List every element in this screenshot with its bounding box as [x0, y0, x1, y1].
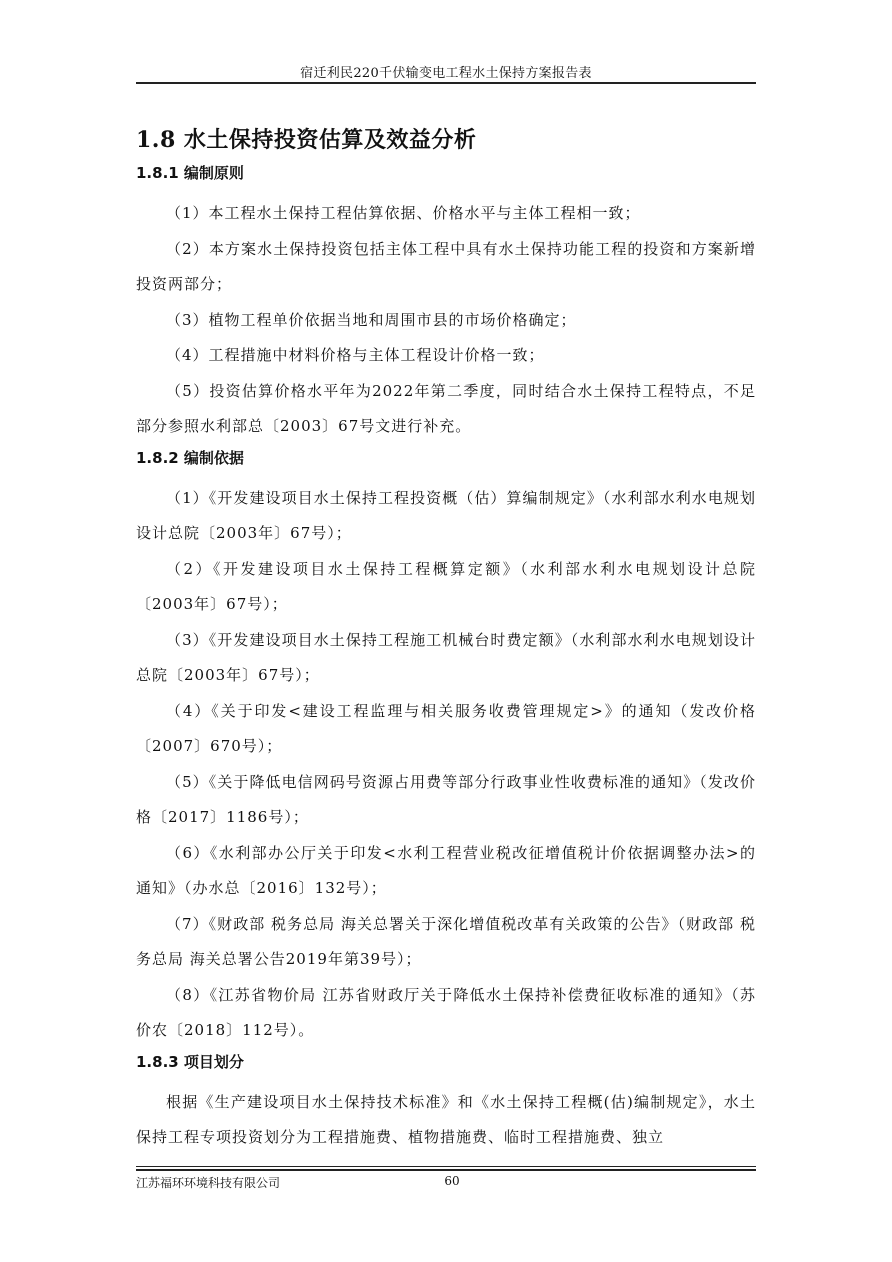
paragraph: （3）植物工程单价依据当地和周围市县的市场价格确定； — [166, 310, 577, 329]
paragraph: （8）《江苏省物价局 江苏省财政厅关于降低水土保持补偿费征收标准的通知》（苏价农〔2018〕112号）。 — [136, 985, 756, 1039]
paragraph: （1）《开发建设项目水土保持工程投资概（估）算编制规定》（水利部水利水电规划设计总院〔2003年〕67号）； — [136, 488, 756, 542]
paragraph: （5）投资估算价格水平年为2022年第二季度，同时结合水土保持工程特点，不足部分参照水利部总〔2003〕67号文进行补充。 — [136, 381, 756, 435]
section-title: 1.8 水土保持投资估算及效益分析 — [136, 127, 477, 153]
paragraph: （2）本方案水土保持投资包括主体工程中具有水土保持功能工程的投资和方案新增投资两部分； — [136, 239, 756, 293]
page-header: 宿迁利民220千伏输变电工程水土保持方案报告表 — [300, 66, 592, 81]
paragraph: （1）本工程水土保持工程估算依据、价格水平与主体工程相一致； — [166, 204, 641, 222]
paragraph: （7）《财政部 税务总局 海关总署关于深化增值税改革有关政策的公告》（财政部 税务总局 海关总署公告2019年第39号）； — [136, 914, 756, 968]
footer-rule-thick — [136, 1169, 756, 1171]
paragraph: 根据《生产建设项目水土保持技术标准》和《水土保持工程概(估)编制规定》，水土保持工程专项投资划分为工程措施费、植物措施费、临时工程措施费、独立 — [136, 1092, 756, 1146]
subsection-body-1-8-2 — [136, 481, 756, 1049]
footer-rule — [136, 1166, 756, 1167]
subsection-title-1-8-2: 1.8.2 编制依据 — [136, 448, 244, 467]
paragraph: （6）《水利部办公厅关于印发<水利工程营业税改征增值税计价依据调整办法>的通知》（办水总〔2016〕132号）； — [136, 843, 756, 897]
paragraph: （4）《关于印发<建设工程监理与相关服务收费管理规定>》的通知（发改价格〔2007〕670号）； — [136, 701, 756, 755]
paragraph: （5）《关于降低电信网码号资源占用费等部分行政事业性收费标准的通知》（发改价格〔2017〕1186号）； — [136, 772, 756, 826]
header-rule — [136, 82, 756, 84]
subsection-title-1-8-1: 1.8.1 编制原则 — [136, 164, 244, 182]
footer-company: 江苏福环环境科技有限公司 — [136, 1176, 281, 1190]
subsection-body-1-8-1 — [136, 196, 756, 445]
subsection-body-1-8-3 — [136, 1085, 756, 1156]
paragraph: （2）《开发建设项目水土保持工程概算定额》（水利部水利水电规划设计总院〔2003年〕67号）； — [136, 559, 756, 613]
paragraph: （4）工程措施中材料价格与主体工程设计价格一致； — [166, 346, 545, 364]
document-body — [136, 120, 756, 1156]
page-number: 60 — [444, 1174, 460, 1188]
subsection-title-1-8-3: 1.8.3 项目划分 — [136, 1052, 244, 1071]
paragraph: （3）《开发建设项目水土保持工程施工机械台时费定额》（水利部水利水电规划设计总院〔2003年〕67号）； — [136, 630, 756, 684]
